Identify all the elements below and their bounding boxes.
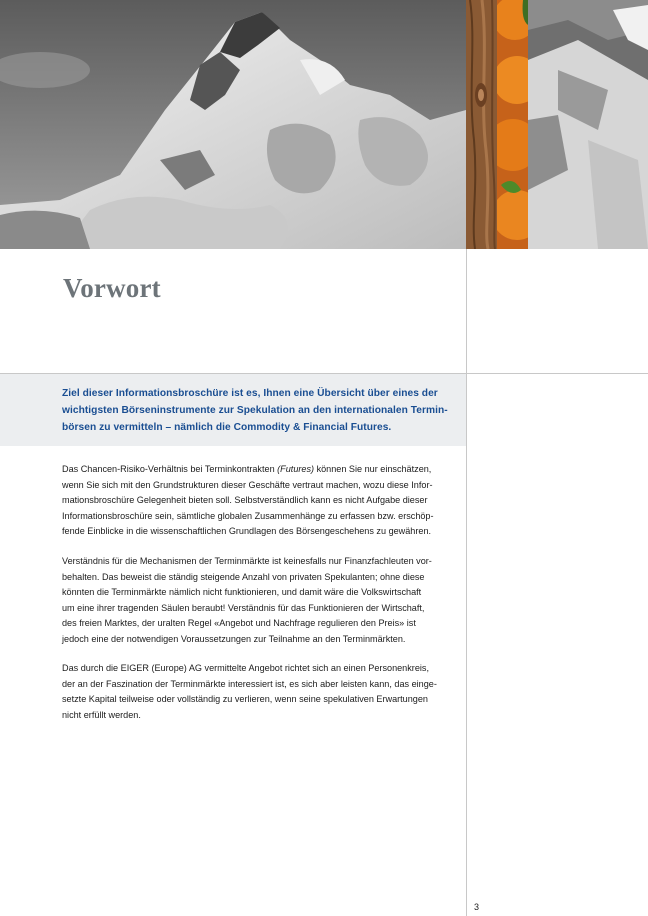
intro-line: börsen zu vermitteln – nämlich die Commodity & Financial Futures. <box>62 422 392 433</box>
column-divider-vertical <box>466 249 467 916</box>
body-line: der an der Faszination der Terminmärkte interessiert ist, es sich aber leisten kann, das einge- <box>62 678 437 689</box>
body-line: mationsbroschüre Gelegenheit bieten soll. Selbstverständlich kann es nicht Aufgabe dieser <box>62 495 428 506</box>
body-paragraph-3 <box>62 661 440 723</box>
body-line: behalten. Das beweist die ständig steigende Anzahl von privaten Spekulanten; ohne diese <box>62 571 425 582</box>
body-line: fende Einblicke in die wissenschaftlichen Grundlagen des Börsengeschehens zu gewähren. <box>62 526 432 537</box>
body-line: könnten die Terminmärkte nämlich nicht funktionieren, und damit wäre die Volkswirtschaft <box>62 587 422 598</box>
mountain-slope-photo <box>528 0 648 249</box>
body-line: setzte Kapital teilweise oder vollständig zu verlieren, wenn seine spekulativen Erwartungen <box>62 694 428 705</box>
body-paragraph-1 <box>62 462 440 540</box>
body-line <box>62 462 440 478</box>
oranges-photo <box>497 0 528 249</box>
body-text-segment: Das Chancen-Risiko-Verhältnis bei Terminkontrakten <box>62 464 278 474</box>
body-line: um eine ihrer tragenden Säulen beraubt! Verständnis für das Funktionieren der Wirtschaft, <box>62 602 425 613</box>
wood-texture-photo <box>466 0 497 249</box>
futures-term: (Futures) <box>277 464 315 474</box>
mountain-peak-photo <box>0 0 466 249</box>
body-line: des freien Marktes, der uralten Regel «Angebot und Nachfrage regulieren den Preis» ist <box>62 618 416 629</box>
header-photo-strip <box>0 0 648 249</box>
body-line: Informationsbroschüre sein, sämtliche globalen Zusammenhänge zu erfassen bzw. erschöp- <box>62 510 434 521</box>
body-line: nicht erfüllt werden. <box>62 709 141 720</box>
body-paragraph-2 <box>62 554 440 648</box>
body-line: wenn Sie sich mit den Grundstrukturen dieser Geschäfte vertraut machen, wozu diese Infor- <box>62 479 433 490</box>
body-line: jedoch eine der notwendigen Voraussetzungen zur Teilnahme an den Terminmärkten. <box>62 633 406 644</box>
intro-line: Ziel dieser Informationsbroschüre ist es, Ihnen eine Übersicht über eines der <box>62 388 438 399</box>
intro-line: wichtigsten Börseninstrumente zur Spekulation an den internationalen Termin- <box>62 405 448 416</box>
intro-paragraph <box>62 385 448 436</box>
body-line: Das durch die EIGER (Europe) AG vermittelte Angebot richtet sich an einen Personenkreis, <box>62 663 429 673</box>
page-number: 3 <box>474 902 480 912</box>
body-line: Verständnis für die Mechanismen der Terminmärkte ist keinesfalls nur Finanzfachleuten vor- <box>62 556 432 566</box>
page-title: Vorwort <box>63 273 161 303</box>
body-text-segment: können Sie nur einschätzen, <box>314 464 432 474</box>
